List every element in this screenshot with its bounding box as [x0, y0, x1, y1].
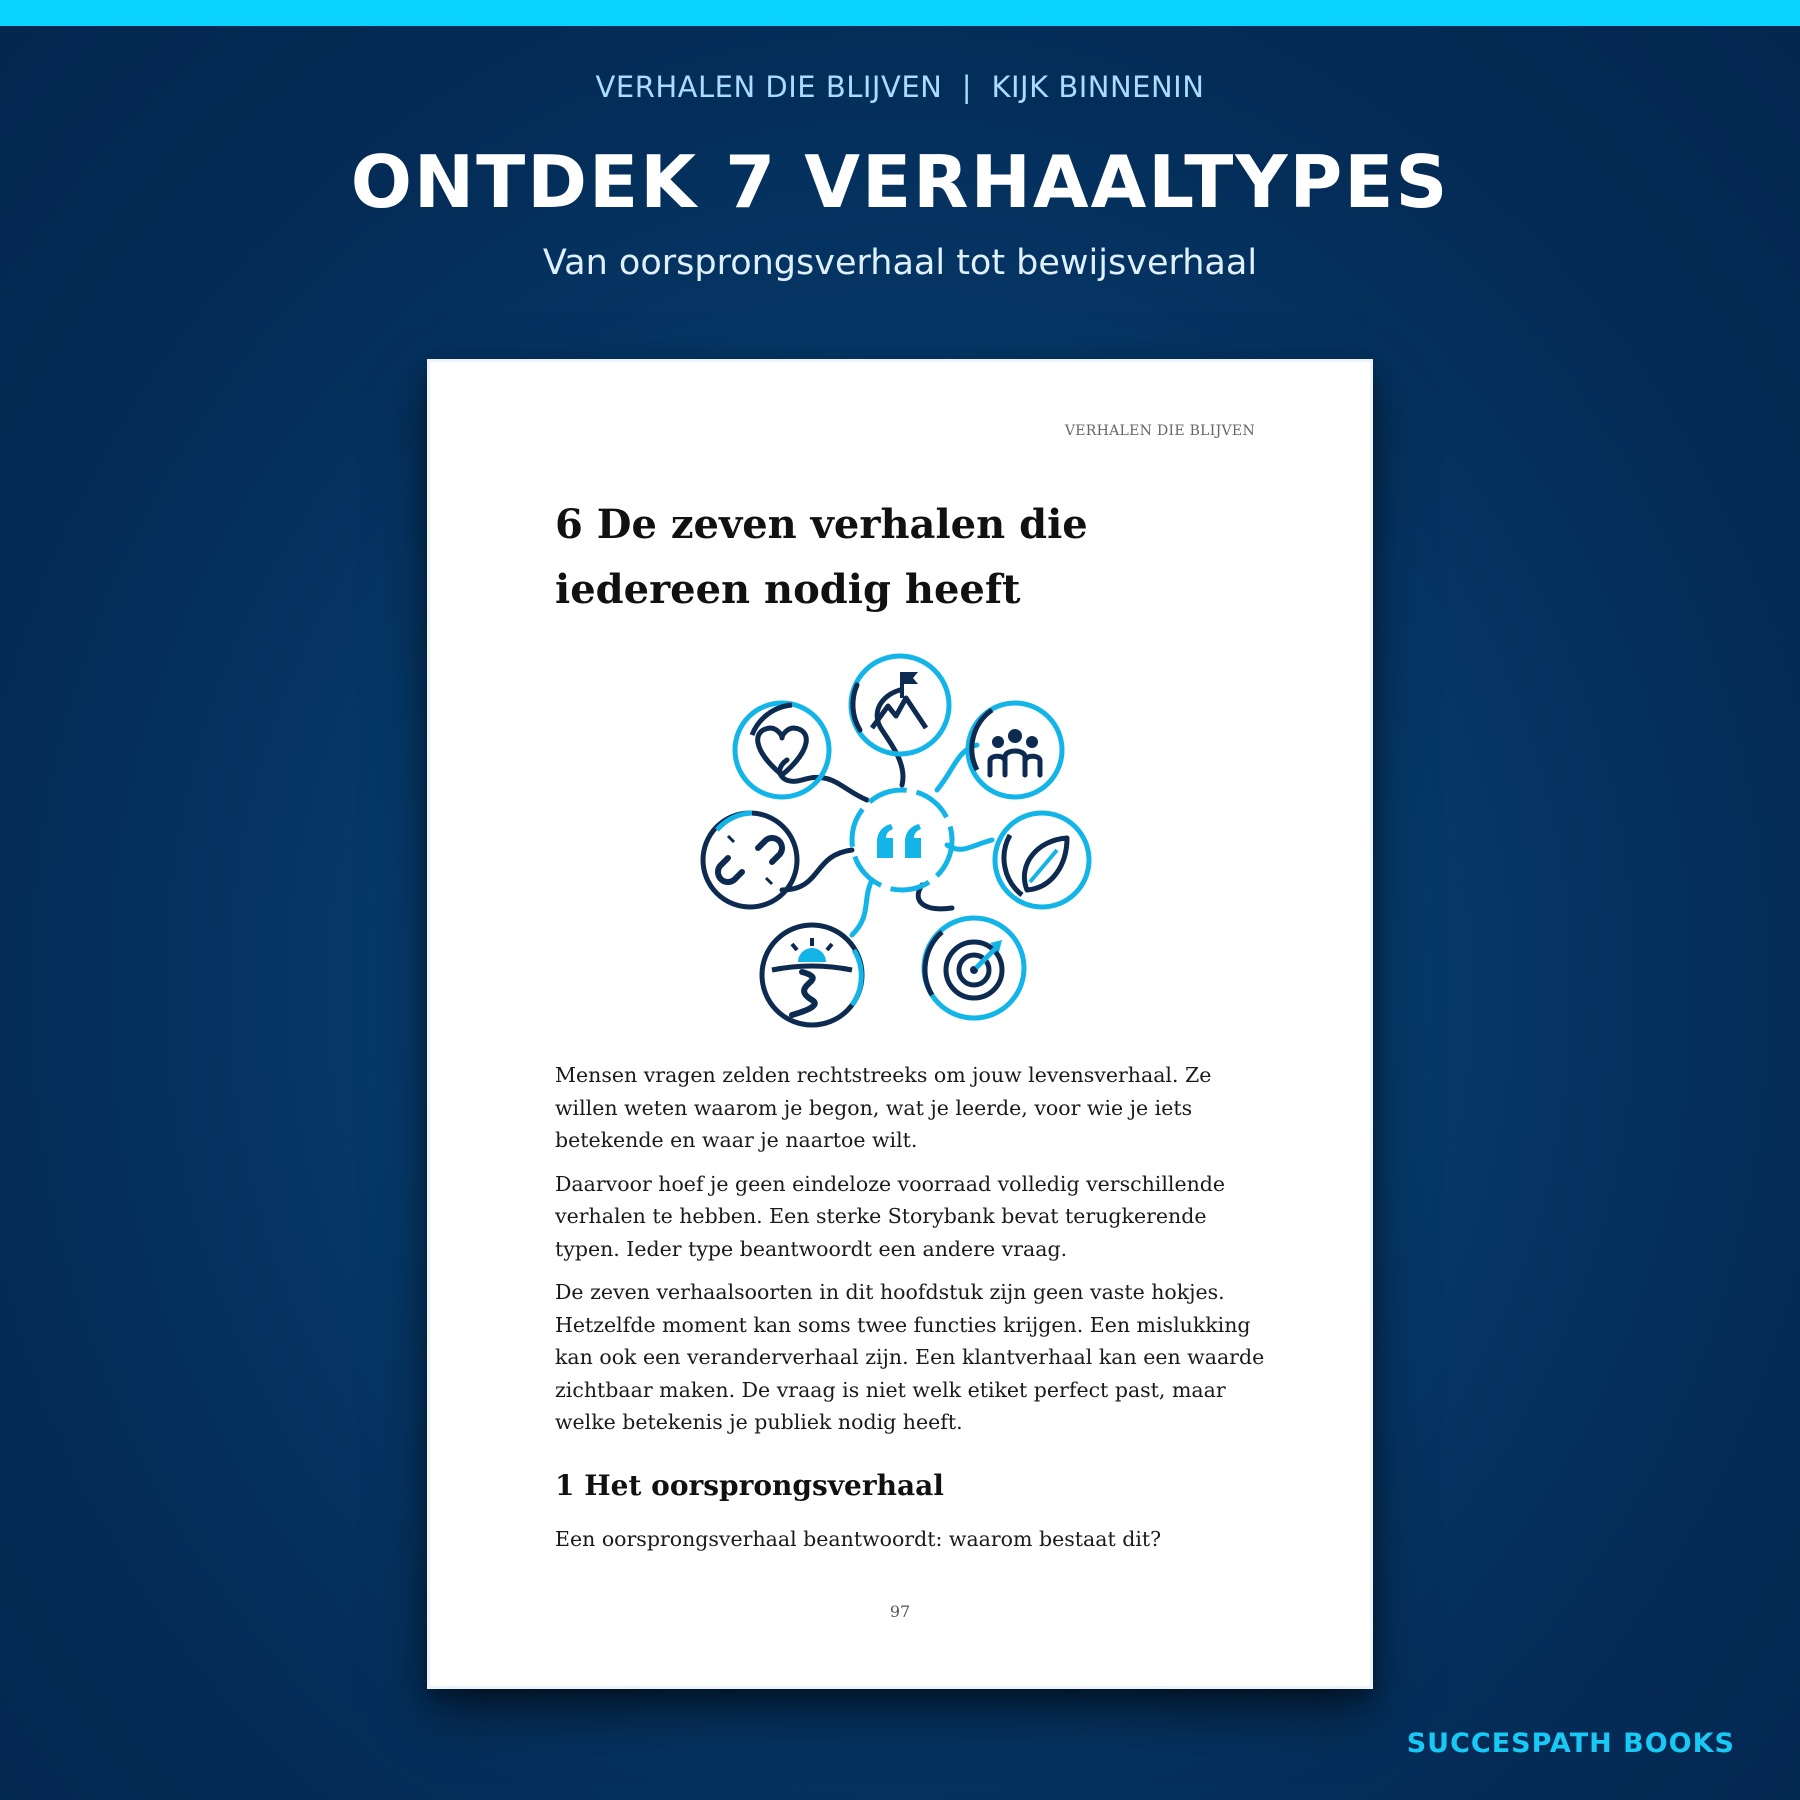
- top-accent-bar: [0, 0, 1800, 26]
- book-page: [430, 362, 1370, 1686]
- section-intro: Een oorsprongsverhaal beantwoordt: waarom bestaat dit?: [555, 1527, 1162, 1551]
- broken-chain-icon: [703, 813, 797, 907]
- paragraph: De zeven verhaalsoorten in dit hoofdstuk zijn geen vaste hokjes. Hetzelfde moment kan soms twee functies krijgen. Een mislukking kan ook een veranderverhaal zijn. Een klantverhaal kan een waarde zichtbaar maken. De vraag is niet welk etiket perfect past, maar welke betekenis je publiek nodig heeft.: [555, 1280, 1265, 1434]
- sunrise-road-icon: [762, 925, 862, 1025]
- publisher-brand: SUCCESPATH BOOKS: [1406, 1728, 1735, 1759]
- running-head: VERHALEN DIE BLIJVEN: [1064, 423, 1255, 439]
- story-types-emblem: [692, 650, 1112, 1050]
- paragraph: Daarvoor hoef je geen eindeloze voorraad volledig verschillende verhalen te hebben. Een sterke Storybank bevat terugkerende typen. Ieder type beantwoordt een andere vraag.: [555, 1171, 1226, 1261]
- section-title: 1 Het oorsprongsverhaal: [555, 1469, 944, 1502]
- chapter-body: [555, 1059, 1265, 1450]
- banner-headline: ONTDEK 7 VERHAALTYPES: [350, 140, 1450, 224]
- chapter-title: 6 De zeven verhalen die iedereen nodig heeft: [555, 501, 1088, 613]
- banner-subline: Van oorsprongsverhaal tot bewijsverhaal: [542, 243, 1258, 283]
- paragraph: Mensen vragen zelden rechtstreeks om jouw levensverhaal. Ze willen weten waarom je begon, wat je leerde, voor wie je iets betekende en waar je naartoe wilt.: [555, 1063, 1212, 1152]
- leaf-icon: [995, 813, 1089, 907]
- mountain-flag-icon: [851, 656, 949, 754]
- banner-kicker: VERHALEN DIE BLIJVEN | KIJK BINNENIN: [595, 70, 1205, 104]
- people-icon: [968, 703, 1062, 797]
- target-arrow-icon: [924, 918, 1024, 1018]
- quote-icon: [852, 790, 952, 890]
- heart-icon: [735, 703, 829, 797]
- page-number: 97: [889, 1602, 911, 1621]
